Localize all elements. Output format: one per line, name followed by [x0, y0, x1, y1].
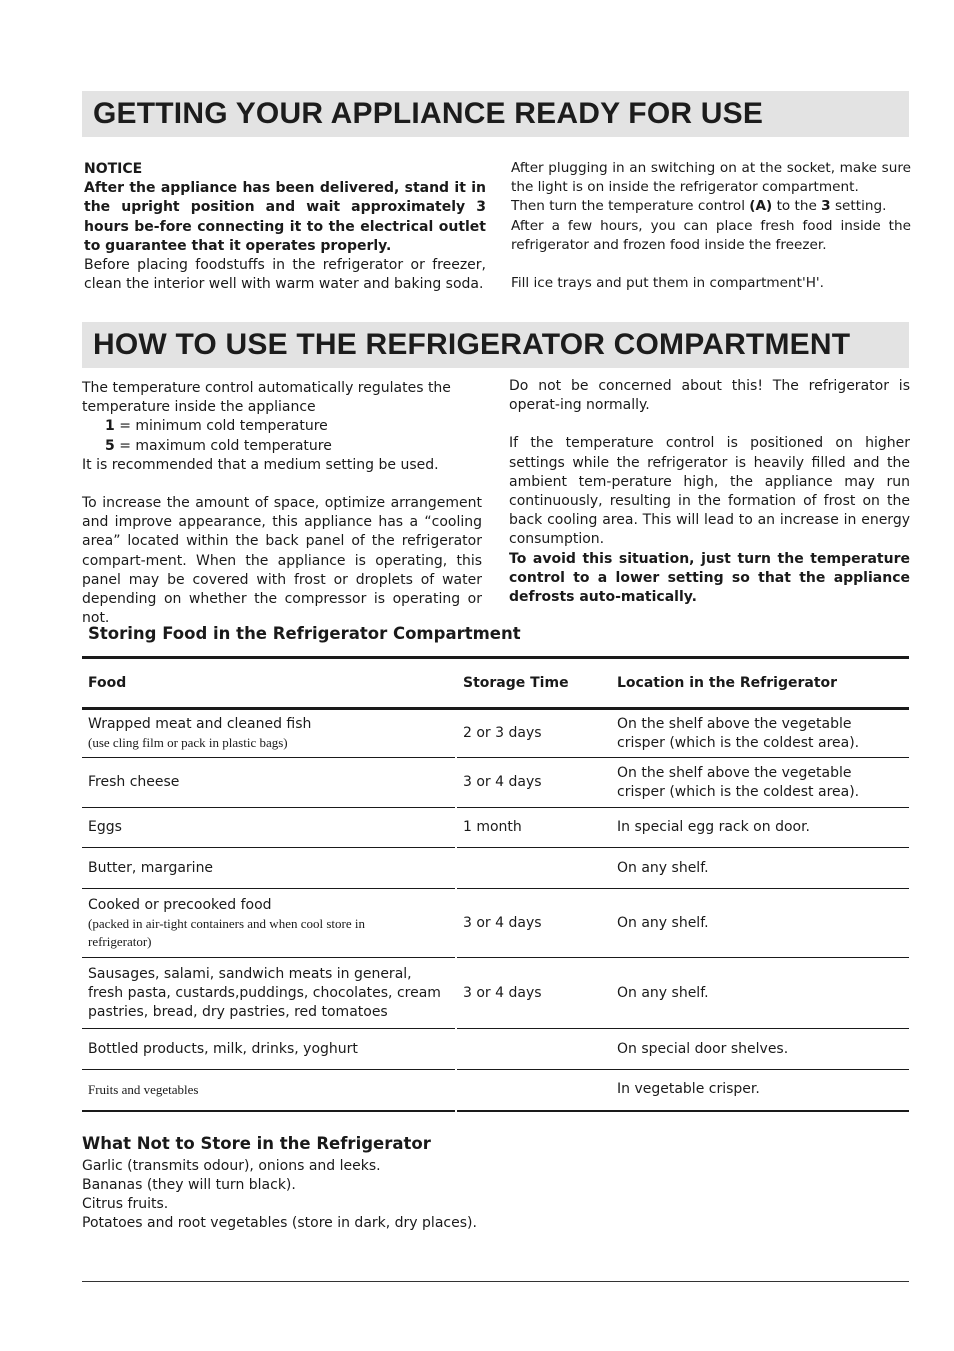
- fridge-left-p3: To increase the amount of space, optimize arrangement and improve appearance, this appliance has a “cooling area” located within the back panel of the refrigerator compart-ment. When the appliance is operating, this panel may be covered with frost or droplets of water depending on whether the compressor is operating or not.: [82, 495, 482, 627]
- storing-food-heading: Storing Food in the Refrigerator Compartment: [88, 624, 521, 643]
- setting-5-text: = maximum cold temperature: [114, 437, 332, 454]
- list-item: Garlic (transmits odour), onions and leeks.: [82, 1158, 381, 1174]
- food-name: Wrapped meat and cleaned fish: [88, 716, 312, 732]
- table-row: [82, 958, 909, 1029]
- food-storage-table: [82, 656, 909, 1112]
- location-cell: In special egg rack on door.: [617, 819, 811, 835]
- food-note: (use cling film or pack in plastic bags): [88, 735, 288, 750]
- location-cell: On the shelf above the vegetable crisper (which is the coldest area).: [617, 715, 860, 751]
- storage-time-cell: 3 or 4 days: [463, 984, 542, 1001]
- table-row: [82, 758, 909, 808]
- fridge-right-p3: To avoid this situation, just turn the temperature control to a lower setting so that the appliance defrosts auto-matically.: [509, 550, 910, 606]
- food-cell: Fruits and vegetables: [82, 1070, 456, 1111]
- table-row: [82, 848, 909, 889]
- table-row: [82, 889, 909, 958]
- notice-text: Before placing foodstuffs in the refrigerator or freezer, clean the interior well with warm water and baking soda.: [84, 257, 486, 293]
- storage-time-cell: 2 or 3 days: [463, 725, 542, 741]
- ready-right-p2: [511, 197, 911, 216]
- location-cell: On any shelf.: [617, 859, 709, 876]
- fridge-right-p2: If the temperature control is positioned on higher settings while the refrigerator is heavily filled and the ambient tem-perature high, the appliance may run continuously, resulting in the formation of frost on the back cooling area. This will lead to an increase in energy consumption.: [509, 435, 910, 548]
- ready-right-column: [511, 159, 911, 293]
- ready-right-p3: After a few hours, you can place fresh food inside the refrigerator and frozen food inside the freezer.: [511, 217, 911, 253]
- food-cell: Eggs: [82, 808, 456, 848]
- food-name: Cooked or precooked food: [88, 896, 272, 913]
- location-cell: On special door shelves.: [617, 1040, 789, 1057]
- ready-right-p1: After plugging in an switching on at the socket, make sure the light is on inside the refrigerator compartment.: [511, 160, 911, 196]
- not-store-heading: What Not to Store in the Refrigerator: [82, 1134, 431, 1153]
- food-cell: [82, 889, 456, 958]
- text-span: setting.: [830, 198, 887, 215]
- not-store-list: [82, 1157, 477, 1233]
- header-storage-time: Storage Time: [463, 674, 569, 691]
- setting-5: [82, 437, 482, 456]
- footer-divider: [82, 1281, 909, 1282]
- storage-time-cell: [456, 1029, 611, 1070]
- setting-1-text: = minimum cold temperature: [114, 418, 328, 435]
- fridge-right-p1: Do not be concerned about this! The refrigerator is operat-ing normally.: [509, 378, 910, 414]
- section-title-fridge: HOW TO USE THE REFRIGERATOR COMPARTMENT: [82, 322, 909, 368]
- list-item: Bananas (they will turn black).: [82, 1177, 296, 1193]
- notice-bold-text: After the appliance has been delivered, stand it in the upright position and wait approximately 3 hours be-fore connecting it to the electrical outlet to guarantee that it operates properly.: [84, 180, 486, 254]
- storage-time-cell: 3 or 4 days: [463, 914, 542, 931]
- storage-time-cell: 1 month: [463, 819, 522, 835]
- text-span: to the: [772, 198, 822, 215]
- list-item: Citrus fruits.: [82, 1196, 169, 1212]
- food-cell: Bottled products, milk, drinks, yoghurt: [82, 1029, 456, 1070]
- food-cell: Sausages, salami, sandwich meats in general, fresh pasta, custards,puddings, chocolates, cream pastries, bread, dry pastries, red tomatoes: [82, 958, 456, 1029]
- storage-time-cell: 3 or 4 days: [463, 774, 542, 790]
- food-cell: Fresh cheese: [82, 758, 456, 808]
- header-food: Food: [82, 658, 456, 709]
- setting-1: [82, 417, 482, 436]
- notice-label: NOTICE: [84, 161, 143, 177]
- location-cell: On the shelf above the vegetable crisper (which is the coldest area).: [617, 764, 860, 800]
- storage-time-cell: [456, 1070, 611, 1111]
- table-row: [82, 1029, 909, 1070]
- table-row: [82, 1070, 909, 1111]
- ready-left-column: [84, 160, 486, 294]
- fridge-left-p2: It is recommended that a medium setting be used.: [82, 456, 439, 473]
- table-row: [82, 709, 909, 758]
- control-letter: (A): [749, 198, 773, 215]
- location-cell: On any shelf.: [617, 984, 709, 1001]
- list-item: Potatoes and root vegetables (store in dark, dry places).: [82, 1215, 477, 1231]
- location-cell: In vegetable crisper.: [617, 1081, 760, 1098]
- food-cell: [82, 709, 456, 758]
- setting-number: 3: [821, 198, 831, 215]
- table-row: [82, 808, 909, 848]
- header-location: Location in the Refrigerator: [617, 674, 838, 691]
- fridge-right-column: [509, 377, 910, 607]
- food-note: (packed in air-tight containers and when cool store in refrigerator): [88, 915, 365, 949]
- setting-5-number: 5: [105, 437, 115, 454]
- fridge-left-p1: The temperature control automatically regulates the temperature inside the appliance: [82, 380, 451, 416]
- ready-right-p4: Fill ice trays and put them in compartment'H'.: [511, 275, 824, 292]
- section-title-ready: GETTING YOUR APPLIANCE READY FOR USE: [82, 91, 909, 137]
- fridge-left-column: [82, 379, 482, 628]
- storage-time-cell: [456, 848, 611, 889]
- location-cell: On any shelf.: [617, 914, 709, 931]
- table-header-row: [82, 658, 909, 709]
- setting-1-number: 1: [105, 418, 115, 435]
- text-span: Then turn the temperature control: [511, 198, 750, 215]
- food-cell: Butter, margarine: [82, 848, 456, 889]
